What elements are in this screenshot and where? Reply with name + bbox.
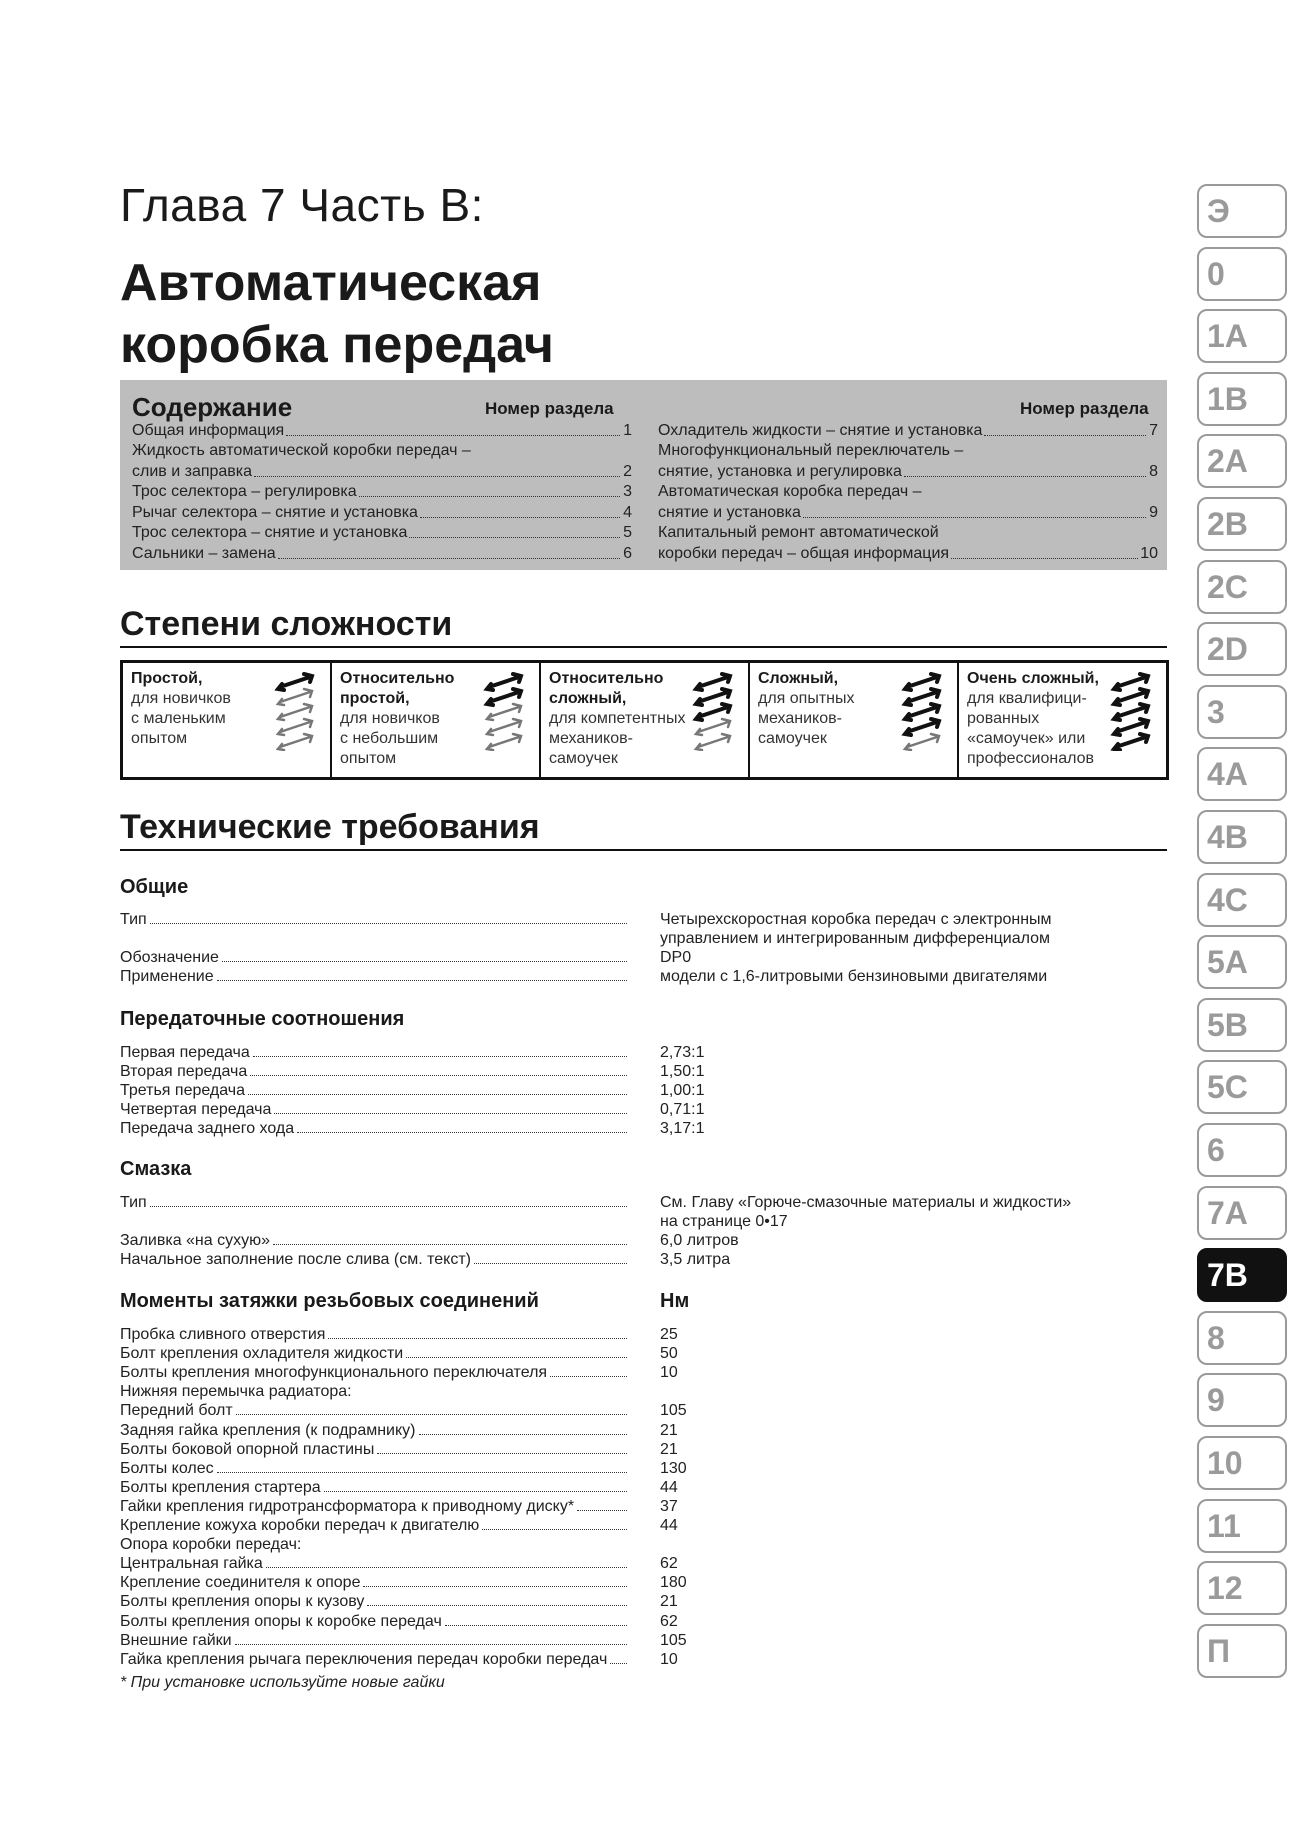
wrench-icon	[487, 719, 521, 735]
toc-entry-number: 2	[623, 462, 632, 480]
chapter-tab[interactable]: 11	[1197, 1499, 1287, 1553]
contents-right-column	[658, 420, 1158, 564]
toc-entry-number: 1	[623, 421, 632, 439]
dot-leader	[419, 1434, 628, 1435]
dot-leader	[951, 558, 1138, 559]
dot-leader	[363, 1586, 627, 1587]
spec-label: Первая передача	[120, 1044, 250, 1061]
wrench-icon	[905, 674, 939, 690]
spec-row	[120, 1516, 630, 1535]
spec-row	[120, 910, 630, 929]
chapter-tab[interactable]: 6	[1197, 1123, 1287, 1177]
spec-value: 62	[660, 1612, 678, 1630]
toc-row	[132, 420, 632, 441]
dot-leader	[904, 476, 1146, 477]
spec-value: 10	[660, 1650, 678, 1668]
toc-entry-text: Трос селектора – регулировка	[132, 483, 357, 500]
spec-row	[120, 1421, 630, 1440]
dot-leader	[150, 1206, 627, 1207]
dot-leader	[274, 1113, 627, 1114]
toc-entry-text: коробки передач – общая информация	[658, 544, 950, 562]
spec-label: Третья передача	[120, 1082, 246, 1099]
spec-value: 130	[660, 1459, 687, 1477]
chapter-tab[interactable]: 0	[1197, 247, 1287, 301]
wrench-icon	[278, 704, 312, 720]
chapter-tab[interactable]: 5C	[1197, 1060, 1287, 1114]
wrench-rating-icon	[901, 671, 947, 751]
wrench-icon	[278, 719, 312, 735]
spec-value: 21	[660, 1421, 678, 1439]
toc-entry-number: 6	[623, 544, 632, 562]
spec-label: Гайка крепления рычага переключения передач коробки передач	[120, 1650, 608, 1668]
spec-label: Центральная гайка	[120, 1555, 263, 1573]
toc-entry-number: 9	[1149, 503, 1158, 521]
contents-left-column	[132, 420, 632, 564]
chapter-tab[interactable]: 2B	[1197, 497, 1287, 551]
toc-row	[658, 523, 1158, 544]
chapter-tab[interactable]: 5A	[1197, 935, 1287, 989]
spec-value: 3,5 литра	[660, 1251, 731, 1268]
spec-label: Опора коробки передач:	[120, 1536, 302, 1554]
difficulty-table	[120, 660, 1169, 780]
spec-value: 105	[660, 1631, 687, 1649]
dot-leader	[253, 1056, 627, 1057]
spec-row	[120, 967, 630, 986]
spec-label: Болты крепления стартера	[120, 1478, 321, 1496]
spec-value: 2,73:1	[660, 1044, 705, 1061]
difficulty-level	[123, 663, 332, 777]
spec-row	[120, 1325, 630, 1344]
spec-value: управлением и интегрированным дифференциалом	[660, 930, 1050, 947]
spec-value: 37	[660, 1497, 678, 1515]
chapter-tab[interactable]: 3	[1197, 685, 1287, 739]
spec-row	[120, 1081, 630, 1100]
dot-leader	[150, 923, 627, 924]
spec-value: модели с 1,6-литровыми бензиновыми двигателями	[660, 968, 1048, 985]
spec-value: 10	[660, 1364, 678, 1382]
toc-entry-text: Сальники – замена	[132, 544, 276, 562]
dot-leader	[577, 1510, 627, 1511]
spec-value: 62	[660, 1555, 678, 1573]
dot-leader	[474, 1263, 627, 1264]
spec-label: Пробка сливного отверстия	[120, 1326, 326, 1343]
toc-entry-text: Охладитель жидкости – снятие и установка	[658, 421, 983, 439]
wrench-icon	[278, 674, 312, 690]
toc-entry-text: Капитальный ремонт автоматической	[658, 524, 939, 541]
chapter-tab[interactable]: 4A	[1197, 747, 1287, 801]
chapter-tab[interactable]: 12	[1197, 1561, 1287, 1615]
wrench-icon	[696, 674, 730, 690]
chapter-tab[interactable]: Э	[1197, 184, 1287, 238]
spec-value: 25	[660, 1326, 678, 1343]
chapter-tab[interactable]: 1A	[1197, 309, 1287, 363]
spec-row	[120, 1119, 630, 1138]
contents-box	[120, 380, 1167, 570]
dot-leader	[984, 435, 1146, 436]
dot-leader	[445, 1625, 627, 1626]
chapter-tab[interactable]: 4B	[1197, 810, 1287, 864]
difficulty-level-description: для компетентных механиков- самоучек	[549, 710, 686, 767]
toc-entry-text: Рычаг селектора – снятие и установка	[132, 503, 418, 521]
dot-leader	[367, 1605, 627, 1606]
wrench-rating-icon	[274, 671, 320, 751]
spec-value: 21	[660, 1440, 678, 1458]
spec-label: Гайки крепления гидротрансформатора к приводному диску*	[120, 1497, 575, 1515]
difficulty-level	[332, 663, 541, 777]
lubrication-heading: Смазка	[120, 1158, 192, 1180]
spec-value: 1,50:1	[660, 1063, 705, 1080]
spec-label: Нижняя перемычка радиатора:	[120, 1383, 352, 1401]
dot-leader	[377, 1453, 627, 1454]
toc-entry-text: Многофункциональный переключатель –	[658, 442, 964, 459]
spec-label: Болты колес	[120, 1459, 214, 1477]
chapter-tab[interactable]: 8	[1197, 1311, 1287, 1365]
toc-row	[132, 461, 632, 482]
difficulty-level-title: Очень сложный,	[967, 670, 1099, 687]
toc-row	[658, 420, 1158, 441]
spec-row	[120, 1100, 630, 1119]
spec-row	[120, 1497, 630, 1516]
spec-value: 1,00:1	[660, 1082, 705, 1099]
spec-value: 180	[660, 1574, 687, 1592]
difficulty-heading: Степени сложности	[120, 605, 1167, 648]
spec-row	[120, 1062, 630, 1081]
spec-row	[120, 1382, 630, 1401]
spec-label: Болты боковой опорной пластины	[120, 1440, 375, 1458]
footnote: * При установке используйте новые гайки	[120, 1674, 445, 1691]
spec-value: 105	[660, 1402, 687, 1420]
dot-leader	[324, 1491, 627, 1492]
wrench-icon	[278, 734, 312, 750]
toc-entry-number: 10	[1140, 544, 1158, 562]
dot-leader	[359, 496, 620, 497]
toc-entry-text: снятие и установка	[658, 503, 801, 521]
chapter-tab[interactable]: 7A	[1197, 1186, 1287, 1240]
chapter-tab[interactable]: 2D	[1197, 622, 1287, 676]
spec-value: 50	[660, 1345, 678, 1363]
chapter-tab[interactable]: 5B	[1197, 998, 1287, 1052]
difficulty-level-title: Относительно сложный,	[549, 670, 664, 707]
spec-row	[120, 1459, 630, 1478]
section-number-label-left: Номер раздела	[485, 399, 614, 418]
dot-leader	[250, 1075, 627, 1076]
dot-leader	[273, 1244, 627, 1245]
wrench-rating-icon	[1110, 671, 1156, 751]
spec-label: Заливка «на сухую»	[120, 1232, 271, 1249]
spec-label: Крепление соединителя к опоре	[120, 1574, 361, 1592]
specs-heading: Технические требования	[120, 808, 1167, 851]
chapter-tab[interactable]: 1B	[1197, 372, 1287, 426]
spec-label: Начальное заполнение после слива (см. текст)	[120, 1251, 471, 1268]
spec-row	[120, 1043, 630, 1062]
spec-label: Задняя гайка крепления (к подрамнику)	[120, 1421, 416, 1439]
page-title-line-1: Автоматическая	[120, 254, 542, 312]
spec-label: Обозначение	[120, 949, 219, 966]
dot-leader	[222, 961, 627, 962]
spec-value: 44	[660, 1478, 678, 1496]
spec-label: Внешние гайки	[120, 1631, 232, 1649]
dot-leader	[254, 476, 620, 477]
difficulty-level-title: Сложный,	[758, 670, 839, 687]
spec-value: 6,0 литров	[660, 1232, 739, 1249]
spec-value: См. Главу «Горюче-смазочные материалы и жидкости»	[660, 1194, 1072, 1211]
spec-row	[120, 1250, 630, 1269]
difficulty-level-description: для новичков с небольшим опытом	[340, 710, 440, 767]
spec-label: Применение	[120, 968, 214, 985]
dot-leader	[217, 980, 627, 981]
general-heading: Общие	[120, 876, 189, 898]
wrench-icon	[487, 674, 521, 690]
spec-label: Передний болт	[120, 1402, 233, 1420]
spec-label: Вторая передача	[120, 1063, 248, 1080]
difficulty-level	[959, 663, 1166, 777]
spec-row	[120, 1592, 630, 1611]
gear-ratios-heading: Передаточные соотношения	[120, 1008, 405, 1030]
spec-label: Четвертая передача	[120, 1101, 272, 1118]
spec-value: DP0	[660, 949, 692, 966]
spec-row	[120, 1612, 630, 1631]
toc-entry-text: слив и заправка	[132, 462, 253, 480]
spec-row	[120, 1478, 630, 1497]
contents-heading: Содержание	[132, 392, 293, 422]
spec-label: Болты крепления многофункционального переключателя	[120, 1364, 548, 1382]
dot-leader	[550, 1376, 627, 1377]
spec-label: Крепление кожуха коробки передач к двигателю	[120, 1517, 480, 1534]
toc-row	[658, 543, 1158, 564]
page-title-line-2: коробка передач	[120, 316, 554, 374]
torque-unit-heading: Нм	[660, 1290, 690, 1312]
chapter-tab[interactable]: 2A	[1197, 434, 1287, 488]
dot-leader	[235, 1644, 627, 1645]
chapter-tab[interactable]: 4C	[1197, 873, 1287, 927]
toc-entry-number: 7	[1149, 421, 1158, 439]
wrench-rating-icon	[692, 671, 738, 751]
spec-value: 44	[660, 1517, 678, 1534]
toc-entry-text: Трос селектора – снятие и установка	[132, 524, 408, 541]
spec-row	[120, 1363, 630, 1382]
spec-value: Четырехскоростная коробка передач с электронным	[660, 911, 1052, 928]
toc-entry-text: Общая информация	[132, 421, 285, 439]
dot-leader	[420, 517, 620, 518]
page-title	[120, 252, 554, 376]
spec-label: Болт крепления охладителя жидкости	[120, 1345, 404, 1363]
dot-leader	[297, 1132, 627, 1133]
spec-label: Тип	[120, 1194, 147, 1211]
torque-heading: Моменты затяжки резьбовых соединений	[120, 1290, 539, 1312]
spec-row	[120, 1650, 630, 1669]
spec-row	[120, 1554, 630, 1573]
spec-row	[120, 1231, 630, 1250]
spec-row	[120, 1535, 630, 1554]
dot-leader	[328, 1338, 627, 1339]
difficulty-level-description: для новичков с маленьким опытом	[131, 690, 231, 747]
dot-leader	[409, 537, 620, 538]
spec-value: 0,71:1	[660, 1101, 705, 1118]
difficulty-level-description: для опытных механиков- самоучек	[758, 690, 855, 747]
dot-leader	[610, 1663, 627, 1664]
spec-row	[120, 1401, 630, 1420]
dot-leader	[236, 1414, 627, 1415]
chapter-tab[interactable]: 2C	[1197, 560, 1287, 614]
spec-label: Тип	[120, 911, 147, 928]
toc-row	[658, 502, 1158, 523]
toc-row	[658, 461, 1158, 482]
toc-row	[132, 543, 632, 564]
spec-row	[120, 948, 630, 967]
wrench-rating-icon	[483, 671, 529, 751]
toc-row	[658, 441, 1158, 462]
difficulty-level-title: Относительно простой,	[340, 670, 455, 707]
toc-entry-number: 8	[1149, 462, 1158, 480]
toc-entry-number: 3	[623, 483, 632, 500]
spec-row	[120, 1193, 630, 1212]
difficulty-level-description: для квалифици- рованных «самоучек» или профессионалов	[967, 690, 1095, 767]
spec-row	[120, 1573, 630, 1592]
dot-leader	[406, 1357, 627, 1358]
spec-label: Передача заднего хода	[120, 1120, 295, 1137]
dot-leader	[266, 1567, 627, 1568]
dot-leader	[278, 558, 620, 559]
toc-row	[132, 502, 632, 523]
spec-value: на странице 0•17	[660, 1213, 788, 1230]
wrench-icon	[696, 734, 730, 750]
toc-row	[658, 482, 1158, 503]
spec-row	[120, 1344, 630, 1363]
spec-label: Болты крепления опоры к кузову	[120, 1593, 365, 1611]
dot-leader	[248, 1094, 627, 1095]
wrench-icon	[487, 734, 521, 750]
toc-entry-number: 4	[623, 503, 632, 521]
toc-row	[132, 523, 632, 544]
chapter-tab[interactable]: 7B	[1197, 1248, 1287, 1302]
toc-row	[132, 441, 632, 462]
section-number-label-right: Номер раздела	[1020, 399, 1149, 418]
toc-entry-number: 5	[623, 524, 632, 541]
dot-leader	[803, 517, 1146, 518]
toc-entry-text: Автоматическая коробка передач –	[658, 483, 922, 500]
chapter-title: Глава 7 Часть В:	[120, 179, 484, 231]
spec-value: 21	[660, 1593, 678, 1611]
wrench-icon	[1114, 674, 1148, 690]
chapter-tab[interactable]: 10	[1197, 1436, 1287, 1490]
spec-value: 3,17:1	[660, 1120, 705, 1137]
dot-leader	[217, 1472, 627, 1473]
chapter-tab[interactable]: 9	[1197, 1373, 1287, 1427]
spec-label: Болты крепления опоры к коробке передач	[120, 1612, 442, 1630]
difficulty-level	[541, 663, 750, 777]
toc-row	[132, 482, 632, 503]
difficulty-level-title: Простой,	[131, 670, 203, 687]
spec-row	[120, 1631, 630, 1650]
toc-entry-text: снятие, установка и регулировка	[658, 462, 902, 480]
toc-entry-text: Жидкость автоматической коробки передач –	[132, 442, 471, 459]
difficulty-level	[750, 663, 959, 777]
spec-row	[120, 1440, 630, 1459]
dot-leader	[286, 435, 620, 436]
chapter-tab[interactable]: П	[1197, 1624, 1287, 1678]
dot-leader	[482, 1529, 627, 1530]
